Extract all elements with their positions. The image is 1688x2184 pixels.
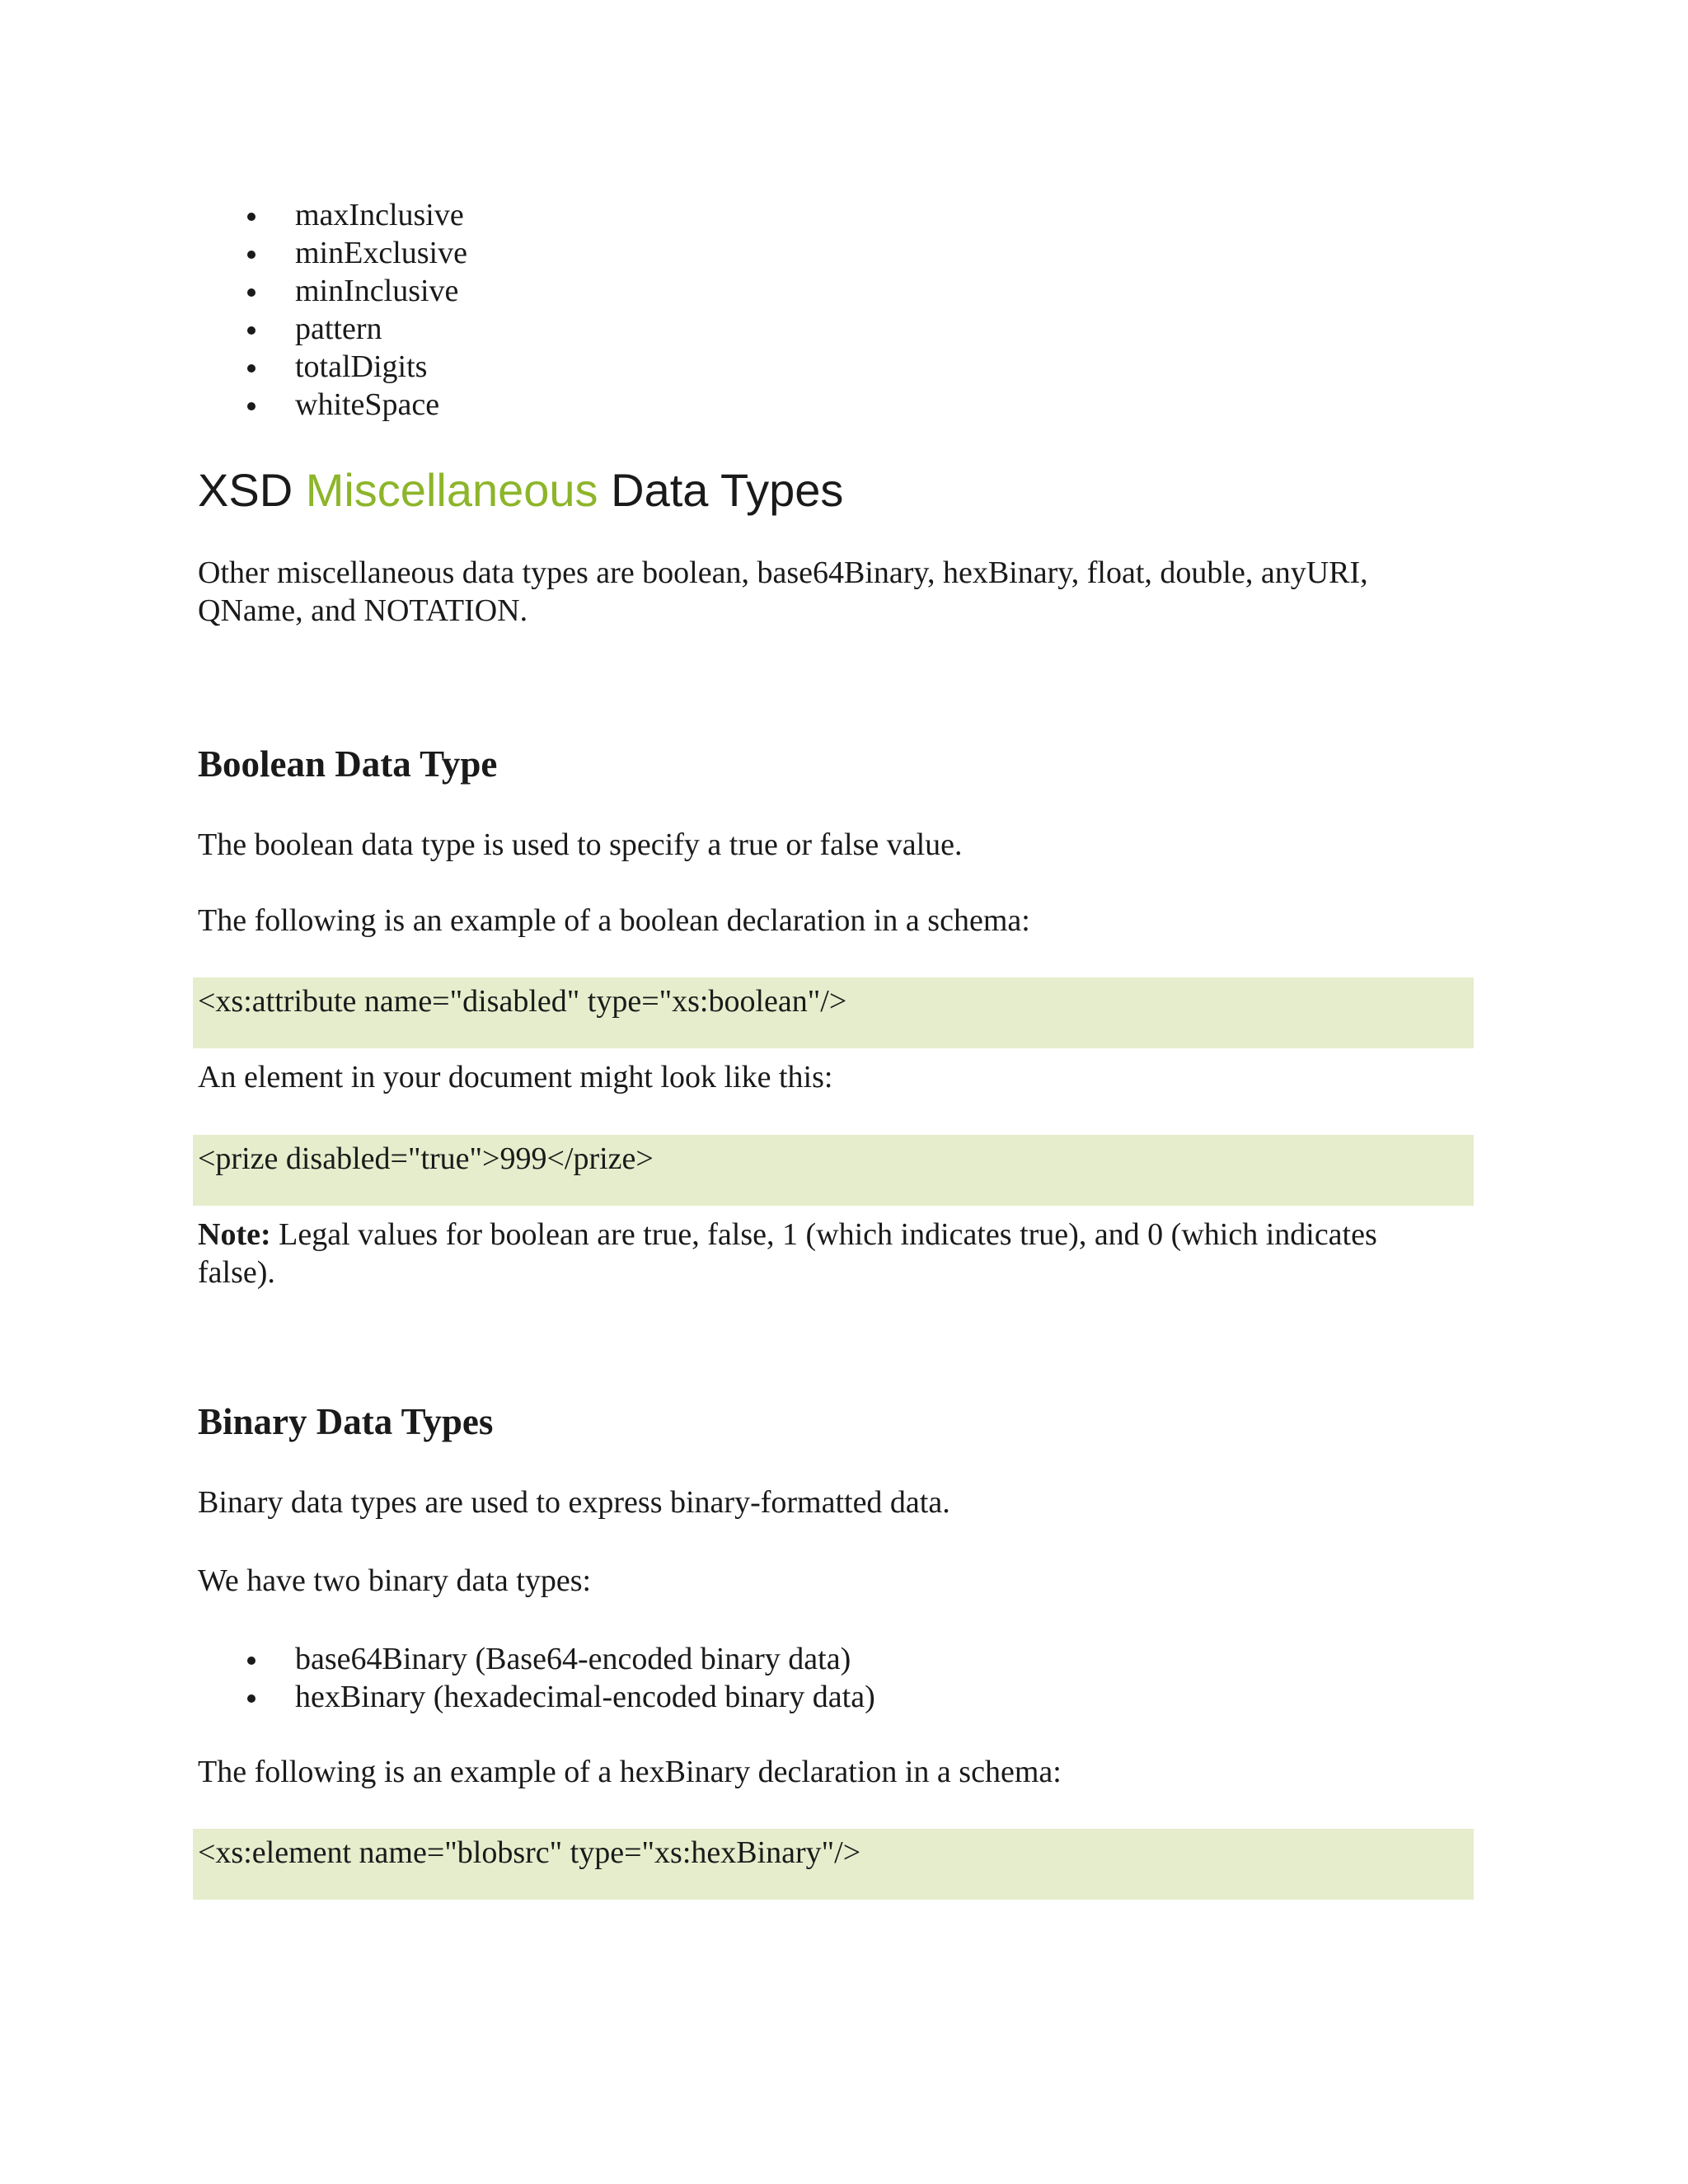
list-item-text: minExclusive (295, 236, 467, 270)
binary-count-intro: We have two binary data types: (198, 1563, 592, 1598)
boolean-description: The boolean data type is used to specify a true or false value. (198, 827, 963, 862)
bullet-icon (247, 288, 256, 297)
element-code-block (193, 1135, 1474, 1206)
bullet-icon (247, 326, 256, 335)
code-text: <xs:attribute name="disabled" type="xs:boolean"/> (198, 984, 847, 1019)
note-label: Note: (198, 1217, 271, 1252)
bullet-icon (247, 364, 256, 373)
hexbinary-code-block (193, 1829, 1474, 1900)
list-item (198, 348, 467, 386)
note-text: Legal values for boolean are true, false, 1 (which indicates true), and 0 (which indicates false). (198, 1217, 1377, 1290)
boolean-heading: Boolean Data Type (198, 743, 498, 785)
binary-description: Binary data types are used to express binary-formatted data. (198, 1485, 950, 1520)
bullet-icon (247, 1657, 256, 1665)
bullet-icon (247, 1694, 256, 1703)
list-item-text: pattern (295, 312, 382, 346)
list-item (198, 272, 467, 310)
bullet-icon (247, 402, 256, 410)
section-title-accent: Miscellaneous (305, 464, 598, 516)
section-title-prefix: XSD (198, 464, 293, 516)
list-item (198, 310, 467, 348)
code-text: <xs:element name="blobsrc" type="xs:hexBinary"/> (198, 1835, 861, 1870)
element-intro: An element in your document might look like this: (198, 1060, 833, 1094)
binary-heading: Binary Data Types (198, 1401, 494, 1442)
list-item-text: base64Binary (Base64-encoded binary data) (295, 1642, 851, 1676)
list-item-text: maxInclusive (295, 198, 464, 232)
list-item (198, 1678, 875, 1716)
hexbinary-example-intro: The following is an example of a hexBinary declaration in a schema: (198, 1755, 1062, 1789)
list-item-text: totalDigits (295, 349, 428, 384)
boolean-example-intro: The following is an example of a boolean declaration in a schema: (198, 903, 1030, 938)
section-title-suffix: Data Types (611, 464, 844, 516)
code-text: <prize disabled="true">999</prize> (198, 1141, 654, 1176)
bullet-icon (247, 251, 256, 259)
binary-type-list (198, 1640, 875, 1716)
list-item (198, 196, 467, 234)
list-item-text: hexBinary (hexadecimal-encoded binary data) (295, 1680, 875, 1714)
list-item (198, 386, 467, 424)
boolean-code-block (193, 977, 1474, 1048)
list-item-text: minInclusive (295, 274, 459, 308)
section-title (198, 462, 843, 519)
bullet-icon (247, 213, 256, 221)
intro-paragraph: Other miscellaneous data types are boolean, base64Binary, hexBinary, float, double, anyURI, QName, and NOTATION. (198, 555, 1368, 628)
list-item (198, 234, 467, 272)
list-item (198, 1640, 875, 1678)
facet-list (198, 196, 467, 424)
boolean-note (198, 1216, 1442, 1291)
list-item-text: whiteSpace (295, 387, 440, 422)
